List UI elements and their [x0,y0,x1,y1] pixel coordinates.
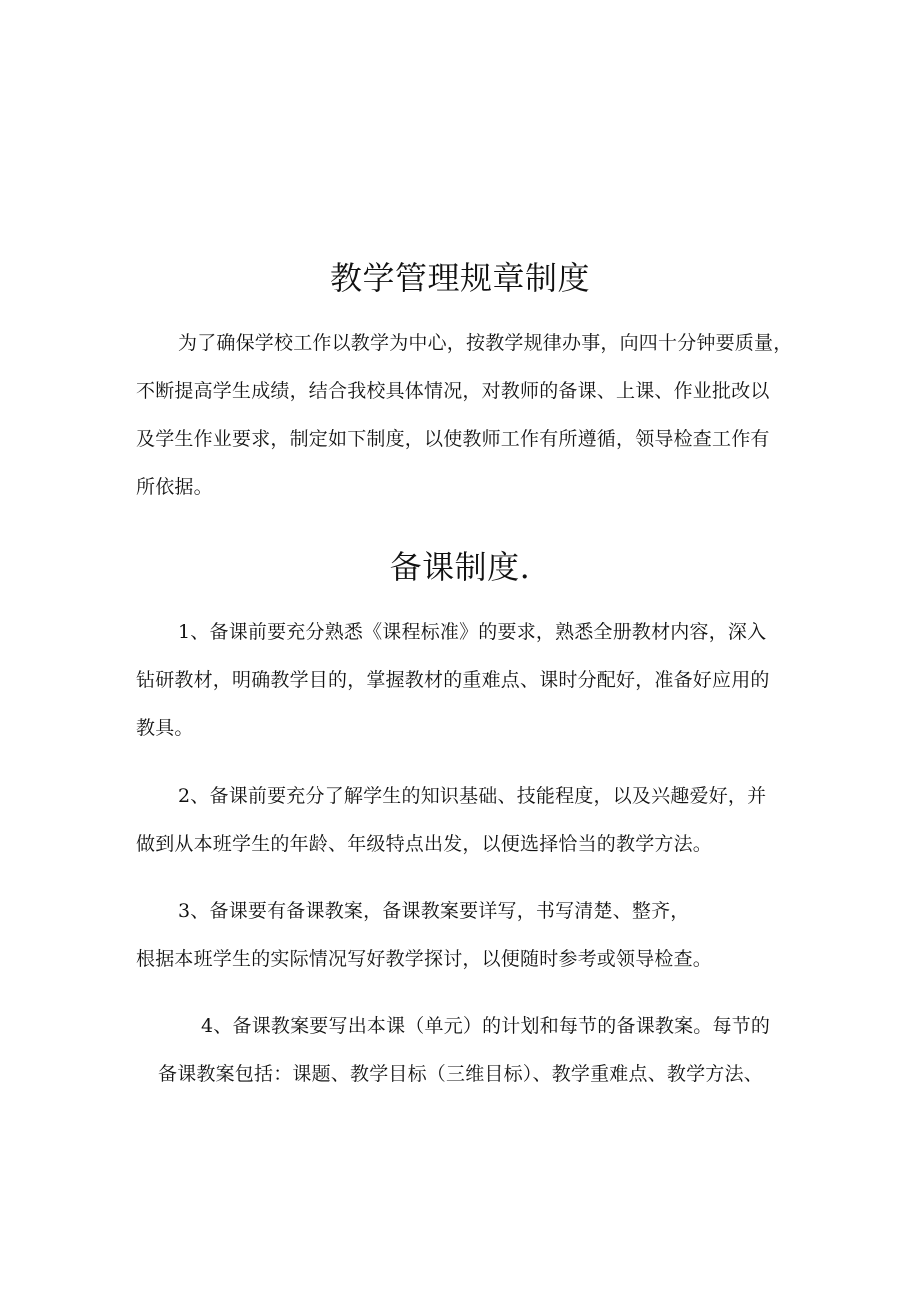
section-item-line: 1、备课前要充分熟悉《课程标准》的要求，熟悉全册教材内容，深入 [178,621,767,643]
section-item-line: 根据本班学生的实际情况写好教学探讨，以便随时参考或领导检查。 [136,948,713,970]
section-item-line: 教具。 [136,717,194,739]
intro-line: 不断提高学生成绩，结合我校具体情况，对教师的备课、上课、作业批改以 [136,380,770,402]
section-item-line: 备课教案包括：课题、教学目标（三维目标）、教学重难点、教学方法、 [158,1063,763,1085]
intro-line: 为了确保学校工作以教学为中心，按教学规律办事，向四十分钟要质量， [178,332,793,354]
section-heading: 备课制度. [389,548,531,586]
section-item-line: 3、备课要有备课教案，备课教案要详写，书写清楚、整齐， [178,900,690,922]
document-title: 教学管理规章制度 [329,259,590,297]
section-item-line: 钻研教材，明确教学目的，掌握教材的重难点、课时分配好，准备好应用的 [136,669,770,691]
section-item-line: 2、备课前要充分了解学生的知识基础、技能程度，以及兴趣爱好，并 [178,785,767,807]
section-item-line: 做到从本班学生的年龄、年级特点出发，以便选择恰当的教学方法。 [136,833,713,855]
intro-line: 及学生作业要求，制定如下制度，以使教师工作有所遵循，领导检查工作有 [136,428,770,450]
section-item-line: 4、备课教案要写出本课（单元）的计划和每节的备课教案。每节的 [201,1015,771,1037]
intro-line: 所依据。 [136,476,213,498]
